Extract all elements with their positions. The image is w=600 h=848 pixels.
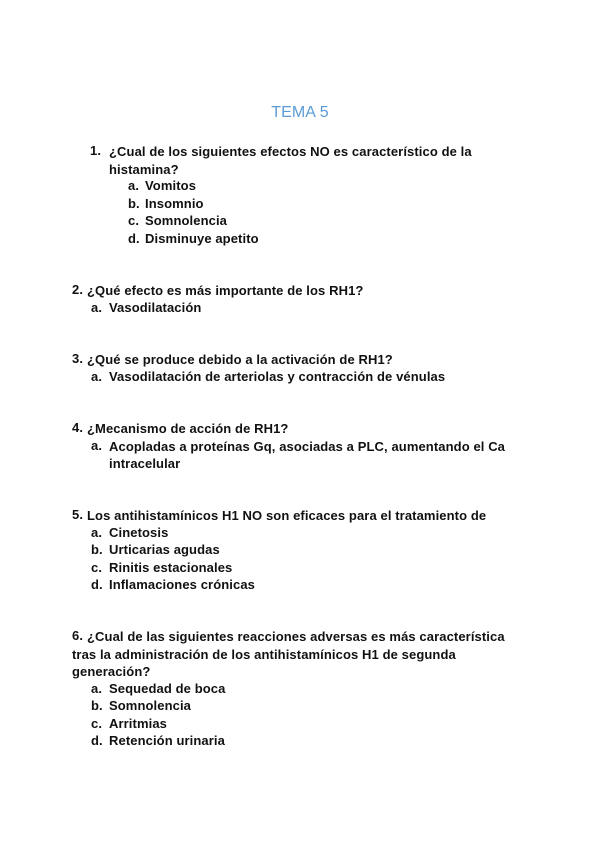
option-letter: b. xyxy=(91,698,103,713)
question-text xyxy=(72,628,505,646)
option-text: Vasodilatación xyxy=(109,299,202,315)
option-text: Arritmias xyxy=(109,715,167,731)
option-text: Retención urinaria xyxy=(109,733,225,748)
question-line: histamina? xyxy=(109,161,179,177)
question-line: tras la administración de los antihistamínicos H1 de segunda xyxy=(72,646,456,662)
option-text xyxy=(109,438,505,473)
question-text-continued xyxy=(72,646,456,681)
option-text: Vasodilatación de arteriolas y contracción de vénulas xyxy=(109,368,446,384)
question-number: 6. xyxy=(72,628,84,643)
option-text: Sequedad de boca xyxy=(109,680,226,696)
option-letter: a. xyxy=(91,680,103,696)
question-line: generación? xyxy=(72,664,151,679)
option-letter: b. xyxy=(91,542,103,557)
question-line: Los antihistamínicos H1 NO son eficaces para el tratamiento de xyxy=(87,508,487,523)
question-text xyxy=(87,507,486,525)
option-text: Disminuye apetito xyxy=(145,230,259,246)
option-text: Rinitis estacionales xyxy=(109,559,233,575)
option-text: Somnolencia xyxy=(109,698,192,713)
question-text xyxy=(87,420,288,438)
option-letter: d. xyxy=(91,733,103,748)
question-text xyxy=(109,143,472,178)
question-number: 4. xyxy=(72,420,84,435)
question-line: ¿Qué se produce debido a la activación de RH1? xyxy=(87,352,393,367)
option-letter: a. xyxy=(91,299,103,315)
question-line: ¿Cual de las siguientes reacciones adversas es más característica xyxy=(87,629,505,644)
option-text: Somnolencia xyxy=(145,213,228,228)
option-letter: a. xyxy=(91,368,103,384)
option-letter: b. xyxy=(128,195,140,211)
question-line: ¿Cual de los siguientes efectos NO es característico de la xyxy=(109,144,472,159)
option-text-line: intracelular xyxy=(109,456,181,471)
question-text xyxy=(87,282,363,300)
question-line: ¿Qué efecto es más importante de los RH1? xyxy=(87,283,364,298)
question-number: 2. xyxy=(72,282,84,297)
option-letter: a. xyxy=(91,524,103,540)
option-text: Cinetosis xyxy=(109,524,169,540)
question-line: ¿Mecanismo de acción de RH1? xyxy=(87,421,289,436)
option-text: Inflamaciones crónicas xyxy=(109,577,255,592)
option-text: Urticarias agudas xyxy=(109,542,220,557)
option-text: Vomitos xyxy=(145,178,197,193)
option-letter: c. xyxy=(91,715,103,731)
question-number: 5. xyxy=(72,507,84,522)
option-letter: a. xyxy=(128,178,140,193)
option-letter: a. xyxy=(91,437,103,453)
question-number: 1. xyxy=(90,143,102,158)
option-letter: c. xyxy=(128,213,140,228)
option-letter: d. xyxy=(128,230,140,246)
question-number: 3. xyxy=(72,351,84,366)
option-letter: d. xyxy=(91,577,103,592)
question-text xyxy=(87,351,393,369)
option-letter: c. xyxy=(91,559,103,575)
option-text-line: Acopladas a proteínas Gq, asociadas a PLC, aumentando el Ca xyxy=(109,438,506,454)
option-text: Insomnio xyxy=(145,195,204,211)
page-title: TEMA 5 xyxy=(271,104,329,121)
